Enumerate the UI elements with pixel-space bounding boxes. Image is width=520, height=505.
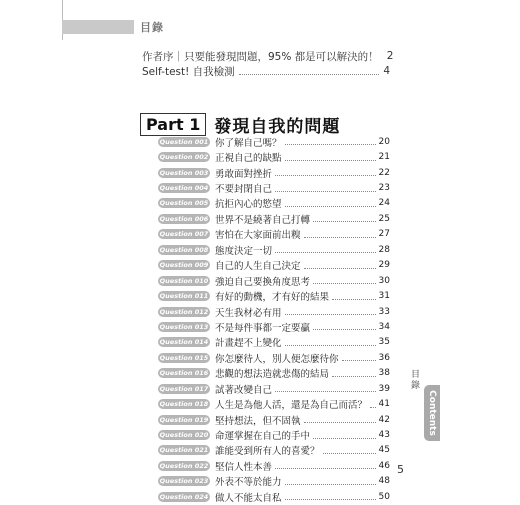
contents-tab-label: Contents: [427, 390, 437, 436]
leader-dots: [239, 74, 380, 75]
leader-dots: [275, 391, 376, 392]
question-badge: Question 016: [159, 369, 209, 378]
toc-entry-title: 你了解自己嗎？: [215, 137, 282, 149]
toc-entry[interactable]: [158, 319, 390, 334]
leader-dots: [342, 360, 376, 361]
leader-dots: [275, 252, 376, 253]
intro-entry-title: Self-test! 自我檢測: [142, 65, 235, 78]
leader-dots: [313, 438, 376, 439]
toc-entry-title: 堅持想法，但不固執: [215, 415, 301, 427]
toc-entry-title: 強迫自己要換角度思考: [215, 276, 311, 288]
leader-dots: [285, 206, 376, 207]
toc-entry[interactable]: [158, 412, 390, 427]
toc-entry[interactable]: [158, 427, 390, 442]
question-badge: Question 012: [159, 307, 209, 316]
intro-entry-page: 2: [386, 50, 394, 62]
toc-entry-page: 30: [378, 275, 390, 286]
toc-entry-title: 有好的動機，才有好的結果: [215, 292, 330, 304]
toc-entry-title: 計畫趕不上變化: [215, 338, 282, 350]
question-badge: Question 008: [159, 245, 209, 254]
toc-entry[interactable]: [158, 366, 390, 381]
toc-entry-page: 41: [378, 399, 390, 410]
leader-dots: [313, 221, 376, 222]
question-badge: Question 013: [159, 322, 209, 331]
toc-entry-title: 你怎麼待人，別人便怎麼待你: [215, 353, 339, 365]
toc-entry-page: 21: [378, 152, 390, 163]
question-badge: Question 019: [159, 415, 209, 424]
leader-dots: [285, 160, 376, 161]
question-badge: Question 006: [159, 214, 209, 223]
question-badge: Question 009: [159, 261, 209, 270]
leader-dots: [275, 191, 376, 192]
toc-entry-page: 31: [378, 291, 390, 302]
leader-dots: [304, 268, 376, 269]
toc-entry-title: 勇敢面對挫折: [215, 168, 273, 180]
page-number: 5: [397, 463, 404, 476]
toc-entry-title: 試著改變自己: [215, 384, 273, 396]
toc-entry-page: 27: [378, 229, 390, 240]
toc-entry-page: 24: [378, 198, 390, 209]
intro-entry-page: 4: [383, 65, 390, 77]
leader-dots: [285, 144, 376, 145]
header-title: 目錄: [140, 21, 164, 34]
toc-entry-title: 不要封閉自己: [215, 184, 273, 196]
question-badge: Question 011: [159, 292, 209, 301]
intro-entry[interactable]: [142, 63, 390, 79]
toc-entry[interactable]: [158, 304, 390, 319]
toc-entry[interactable]: [158, 458, 390, 473]
toc-entry-page: 29: [378, 260, 390, 271]
toc-entry-title: 做人不能太自私: [215, 492, 282, 504]
toc-entry[interactable]: [158, 335, 390, 350]
toc-entry-title: 悲觀的想法造就悲傷的結局: [215, 369, 330, 381]
leader-dots: [285, 345, 376, 346]
question-badge: Question 003: [159, 168, 209, 177]
toc-entry-page: 34: [378, 321, 390, 332]
toc-entry[interactable]: [158, 211, 390, 226]
toc-entry-title: 害怕在大家面前出糗: [215, 230, 301, 242]
toc-entry[interactable]: [158, 258, 390, 273]
toc-entry-page: 33: [378, 306, 390, 317]
part-label: Part 1: [140, 113, 206, 136]
leader-dots: [332, 299, 376, 300]
question-badge: Question 018: [159, 400, 209, 409]
question-list: [158, 134, 390, 505]
question-badge: Question 023: [159, 477, 209, 486]
question-badge: Question 010: [159, 276, 209, 285]
question-badge: Question 024: [159, 492, 209, 501]
question-badge: Question 021: [159, 446, 209, 455]
part-title: 發現自我的問題: [214, 116, 341, 137]
toc-entry[interactable]: [158, 443, 390, 458]
question-badge: Question 020: [159, 431, 209, 440]
toc-entry[interactable]: [158, 149, 390, 164]
toc-entry-page: 38: [378, 368, 390, 379]
toc-entry-title: 不是每件事都一定要贏: [215, 322, 311, 334]
question-badge: Question 022: [159, 461, 209, 470]
intro-entry[interactable]: [142, 48, 394, 64]
toc-entry-page: 50: [378, 491, 390, 502]
leader-dots: [304, 422, 376, 423]
leader-dots: [313, 329, 376, 330]
leader-dots: [370, 407, 376, 408]
toc-entry[interactable]: [158, 180, 390, 195]
toc-entry-title: 自己的人生自己決定: [215, 261, 301, 273]
question-badge: Question 001: [159, 137, 209, 146]
toc-entry-page: 36: [378, 352, 390, 363]
side-label: 目錄: [410, 370, 420, 391]
toc-entry[interactable]: [158, 396, 390, 411]
toc-entry-page: 23: [378, 183, 390, 194]
toc-entry[interactable]: [158, 134, 390, 149]
toc-entry-title: 誰能受到所有人的喜愛？: [215, 446, 320, 458]
toc-entry[interactable]: [158, 350, 390, 365]
toc-entry-page: 42: [378, 414, 390, 425]
leader-dots: [304, 237, 376, 238]
leader-dots: [323, 453, 376, 454]
leader-dots: [332, 376, 376, 377]
toc-entry[interactable]: [158, 288, 390, 303]
toc-entry-page: 28: [378, 244, 390, 255]
toc-entry-title: 正視自己的缺點: [215, 153, 282, 165]
toc-entry-page: 35: [378, 337, 390, 348]
toc-entry-page: 22: [378, 167, 390, 178]
question-badge: Question 005: [159, 199, 209, 208]
toc-entry-page: 46: [378, 460, 390, 471]
toc-entry-title: 命運掌握在自己的手中: [215, 431, 311, 443]
toc-entry-page: 45: [378, 445, 390, 456]
question-badge: Question 014: [159, 338, 209, 347]
leader-dots: [313, 283, 376, 284]
question-badge: Question 015: [159, 353, 209, 362]
toc-entry-title: 外表不等於能力: [215, 477, 282, 489]
toc-entry[interactable]: [158, 165, 390, 180]
question-badge: Question 002: [159, 153, 209, 162]
toc-entry[interactable]: [158, 227, 390, 242]
toc-entry[interactable]: [158, 196, 390, 211]
toc-entry-title: 堅信人性本善: [215, 461, 273, 473]
toc-entry-title: 天生我材必有用: [215, 307, 282, 319]
toc-entry[interactable]: [158, 474, 390, 489]
leader-dots: [275, 468, 376, 469]
toc-entry[interactable]: [158, 273, 390, 288]
toc-entry[interactable]: [158, 381, 390, 396]
toc-entry-page: 20: [378, 136, 390, 147]
question-badge: Question 004: [159, 184, 209, 193]
toc-entry-title: 抗拒內心的慾望: [215, 199, 282, 211]
toc-entry-title: 世界不是繞著自己打轉: [215, 214, 311, 226]
toc-entry[interactable]: [158, 242, 390, 257]
toc-entry-page: 43: [378, 430, 390, 441]
toc-entry-page: 48: [378, 476, 390, 487]
header-bar: [62, 20, 134, 34]
toc-entry-title: 人生是為他人活，還是為自己而活？: [215, 400, 368, 412]
leader-dots: [285, 484, 376, 485]
question-badge: Question 007: [159, 230, 209, 239]
question-badge: Question 017: [159, 384, 209, 393]
intro-entry-title: 作者序｜只要能發現問題，95% 都是可以解決的！: [142, 50, 379, 63]
leader-dots: [275, 175, 376, 176]
toc-entry-title: 態度決定一切: [215, 245, 273, 257]
toc-entry[interactable]: [158, 489, 390, 504]
contents-tab[interactable]: [424, 385, 440, 441]
toc-entry-page: 25: [378, 213, 390, 224]
leader-dots: [285, 314, 376, 315]
toc-entry-page: 39: [378, 383, 390, 394]
